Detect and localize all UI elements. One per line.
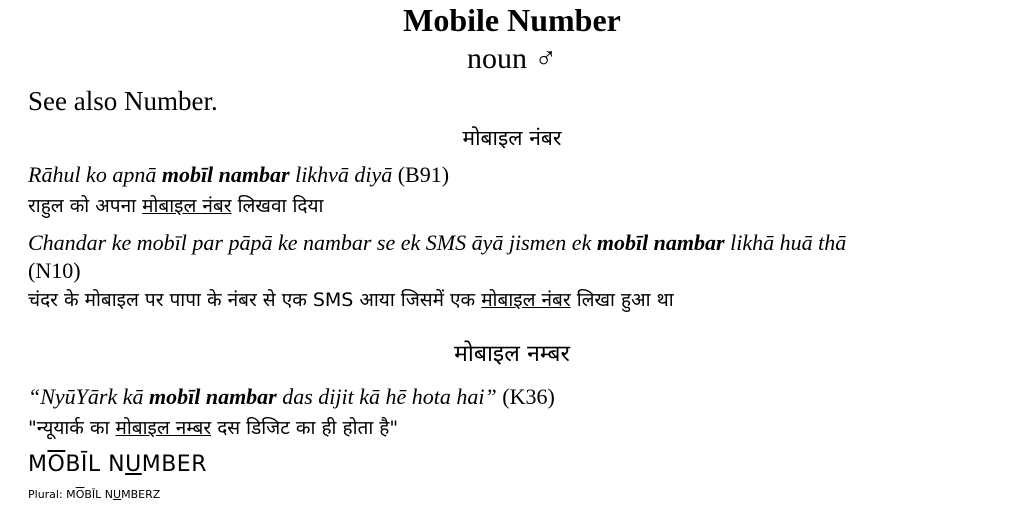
phonetic-stressed-vowel: U [125,452,142,477]
phonetic-part: BĪL N [65,452,126,477]
example-devanagari [28,192,323,218]
example-text: लिखवा दिया [231,195,324,217]
example-text: “NyūYārk kā [28,384,149,409]
example-keyword: मोबाइल नंबर [481,289,571,311]
example-keyword: mobīl nambar [149,384,277,409]
phonetic-headword [28,452,207,477]
plural-part: BĪL N [84,488,114,501]
example-text: likhā huā thā [724,230,847,255]
example-keyword: मोबाइल नम्बर [115,417,212,439]
example-devanagari [28,414,398,440]
example-romanized [28,162,449,188]
phonetic-long-vowel: $\overline{O}$ [47,452,66,477]
male-gender-icon: ♂ [534,42,557,75]
example-source: (N10) [28,258,81,283]
example-text: likhvā diyā [289,162,393,187]
example-text: दस डिजिट का ही होता है" [211,417,399,439]
section-heading: मोबाइल नम्बर [454,341,570,367]
example-romanized [28,230,846,256]
example-text: चंदर के मोबाइल पर पापा के नंबर से एक SMS आया जिसमें एक [28,289,482,311]
phonetic-plural [28,488,160,501]
example-text: लिखा हुआ था [570,289,674,311]
example-romanized [28,384,555,410]
example-keyword: mobīl nambar [161,162,290,187]
section-heading: मोबाइल नंबर [462,126,562,150]
example-text: राहुल को अपना [28,195,143,217]
part-of-speech-label: noun [467,42,527,75]
example-keyword: mobīl nambar [596,230,725,255]
plural-part: Plural: M [28,488,76,501]
plural-part: MBERZ [121,488,161,501]
example-keyword: मोबाइल नंबर [142,195,232,217]
plural-stressed-vowel: U [113,488,122,501]
example-text: das dijit kā hē hota hai” [276,384,497,409]
example-source: (B91) [397,162,450,187]
phonetic-part: M [28,452,48,477]
example-source-line [28,258,81,284]
phonetic-part: MBER [141,452,207,477]
part-of-speech [0,42,1024,76]
example-text: Chandar ke mobīl par pāpā ke nambar se ek SMS āyā jismen ek [28,230,597,255]
example-source: (K36) [502,384,555,409]
example-text: "न्यूयार्क का [28,417,116,439]
headword: Mobile Number [403,2,621,38]
example-devanagari [28,286,674,312]
plural-long-vowel: $\overline{O}$ [75,488,85,501]
example-text: Rāhul ko apnā [28,162,162,187]
see-also: See also Number. [28,86,218,116]
